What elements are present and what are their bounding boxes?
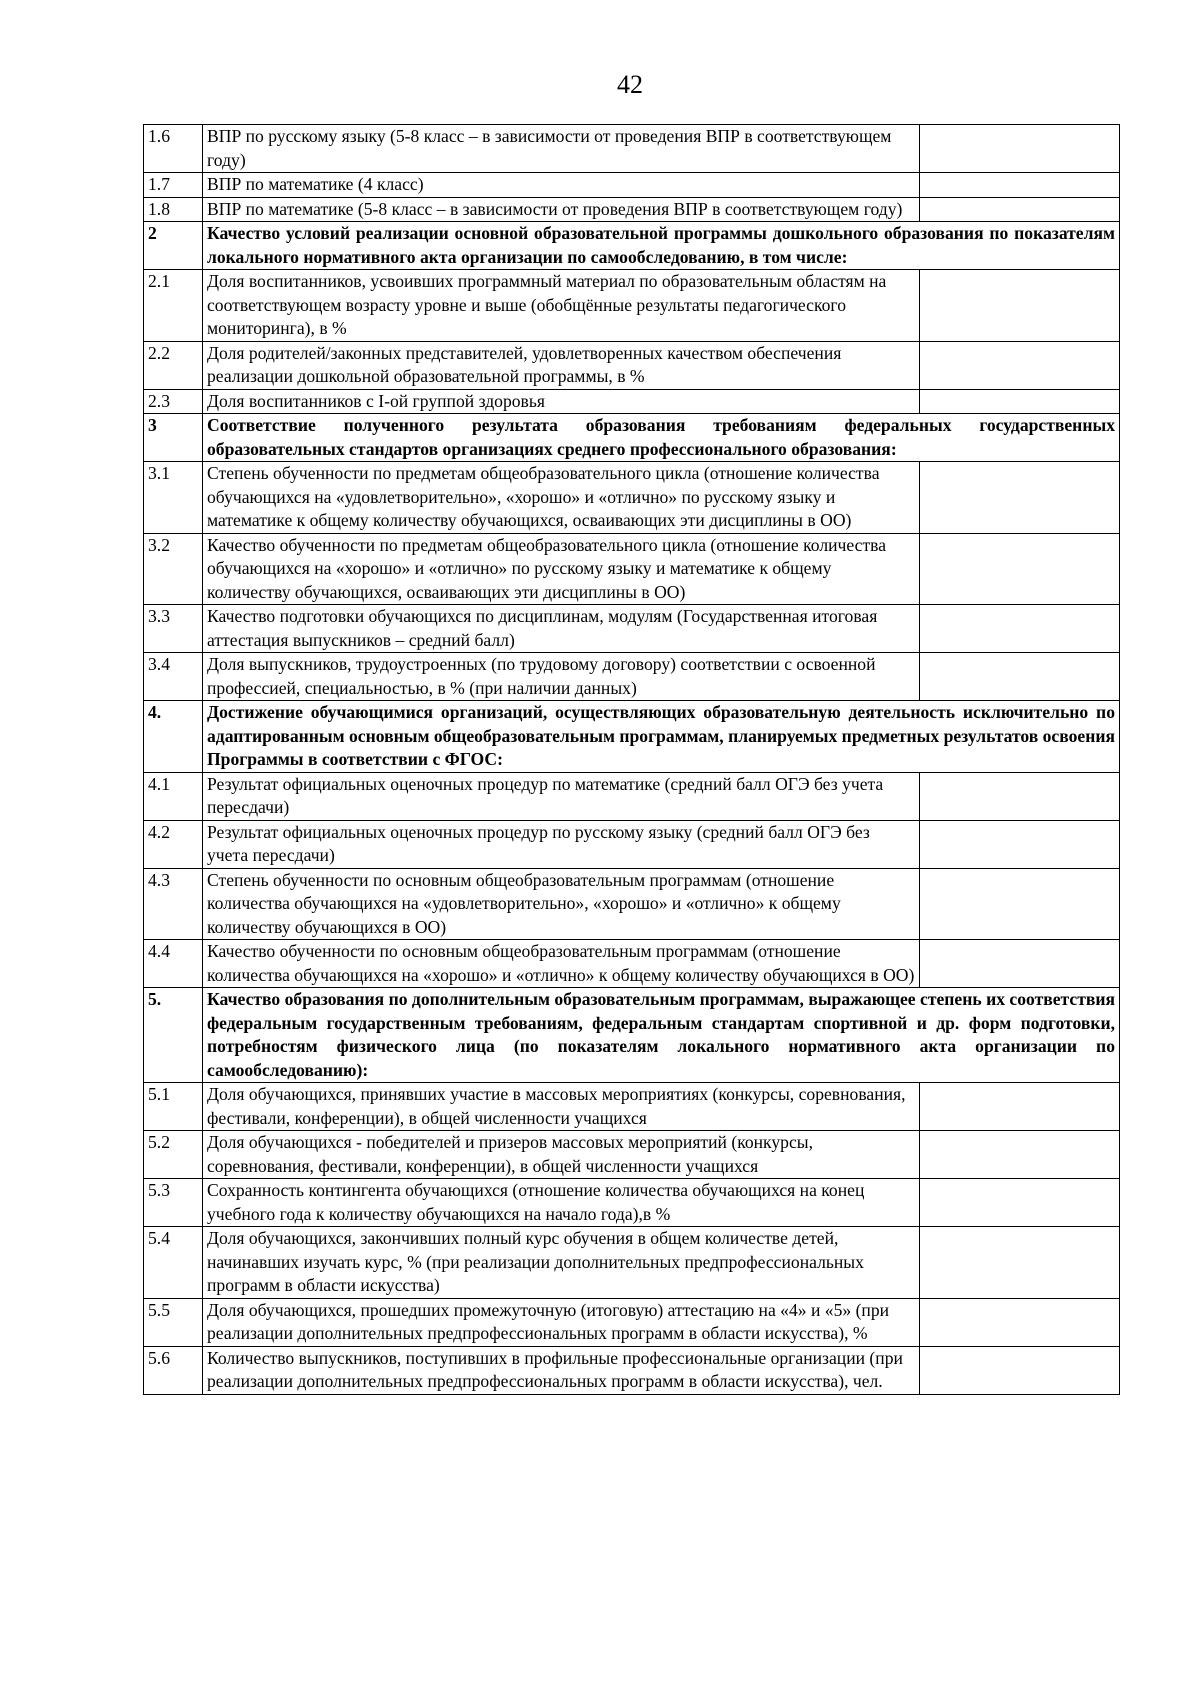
- indicator-text: Степень обученности по предметам общеобразовательного цикла (отношение количества обучающихся на «удовлетворительно», «хорошо» и «отлично» по русскому языку и математике к общему количеству обучающихся, осваивающих эти дисциплины в ОО): [203, 462, 920, 534]
- row-number: 4.3: [144, 868, 203, 940]
- row-number: 2.1: [144, 270, 203, 342]
- criteria-table: [143, 124, 1120, 1395]
- indicator-text: Качество обученности по предметам общеобразовательного цикла (отношение количества обучающихся на «хорошо» и «отлично» по русскому языку и математике к общему количеству обучающихся, осваивающих эти дисциплины в ОО): [203, 533, 920, 605]
- indicator-text: Сохранность контингента обучающихся (отношение количества обучающихся на конец учебного года к количеству обучающихся на начало года),в %: [203, 1179, 920, 1227]
- indicator-text: Доля воспитанников, усвоивших программный материал по образовательным областям на соответствующем возрасту уровне и выше (обобщённые результаты педагогического мониторинга), в %: [203, 270, 920, 342]
- row-number: 5.2: [144, 1131, 203, 1179]
- row-number: 3.1: [144, 462, 203, 534]
- value-cell: [920, 462, 1120, 534]
- row-number: 5.6: [144, 1346, 203, 1394]
- indicator-text: Результат официальных оценочных процедур по математике (средний балл ОГЭ без учета пересдачи): [203, 772, 920, 820]
- value-cell: [920, 125, 1120, 173]
- row-number: 1.6: [144, 125, 203, 173]
- section-heading: Качество образования по дополнительным образовательным программам, выражающее степень их соответствия федеральным государственным требованиям, федеральным стандартам спортивной и др. форм подготовки, потребностям физического лица (по показателям локального нормативного акта организации по самообследованию):: [203, 988, 1120, 1083]
- table-row: [144, 270, 1120, 342]
- indicator-text: Доля воспитанников с I-ой группой здоровья: [203, 389, 920, 414]
- indicator-text: Качество обученности по основным общеобразовательным программам (отношение количества обучающихся на «хорошо» и «отлично» к общему количеству обучающихся в ОО): [203, 940, 920, 988]
- row-number: 4.2: [144, 820, 203, 868]
- page-number: 42: [617, 70, 643, 99]
- section-row: [144, 222, 1120, 270]
- table-row: [144, 1298, 1120, 1346]
- row-number: 2: [144, 222, 203, 270]
- value-cell: [920, 820, 1120, 868]
- section-row: [144, 414, 1120, 462]
- row-number: 3.2: [144, 533, 203, 605]
- table-row: [144, 173, 1120, 198]
- table-row: [144, 1131, 1120, 1179]
- indicator-text: Доля выпускников, трудоустроенных (по трудовому договору) соответствии с освоенной профессией, специальностью, в % (при наличии данных): [203, 653, 920, 701]
- row-number: 4.: [144, 701, 203, 773]
- row-number: 1.7: [144, 173, 203, 198]
- value-cell: [920, 1227, 1120, 1299]
- table-row: [144, 197, 1120, 222]
- section-row: [144, 701, 1120, 773]
- indicator-text: Доля обучающихся, принявших участие в массовых мероприятиях (конкурсы, соревнования, фестивали, конференции), в общей численности учащихся: [203, 1083, 920, 1131]
- value-cell: [920, 940, 1120, 988]
- indicator-text: ВПР по математике (5-8 класс – в зависимости от проведения ВПР в соответствующем году): [203, 197, 920, 222]
- value-cell: [920, 341, 1120, 389]
- indicator-text: Доля обучающихся, закончивших полный курс обучения в общем количестве детей, начинавших изучать курс, % (при реализации дополнительных предпрофессиональных программ в области искусства): [203, 1227, 920, 1299]
- row-number: 5.5: [144, 1298, 203, 1346]
- indicator-text: Количество выпускников, поступивших в профильные профессиональные организации (при реализации дополнительных предпрофессиональных программ в области искусства), чел.: [203, 1346, 920, 1394]
- value-cell: [920, 533, 1120, 605]
- value-cell: [920, 1298, 1120, 1346]
- indicator-text: Качество подготовки обучающихся по дисциплинам, модулям (Государственная итоговая аттестация выпускников – средний балл): [203, 605, 920, 653]
- section-heading: Достижение обучающимися организаций, осуществляющих образовательную деятельность исключительно по адаптированным основным общеобразовательным программам, планируемых предметных результатов освоения Программы в соответствии с ФГОС:: [203, 701, 1120, 773]
- value-cell: [920, 270, 1120, 342]
- section-heading: Соответствие полученного результата образования требованиям федеральных государственных образовательных стандартов организациях среднего профессионального образования:: [203, 414, 1120, 462]
- indicator-text: Доля обучающихся - победителей и призеров массовых мероприятий (конкурсы, соревнования, фестивали, конференции), в общей численности учащихся: [203, 1131, 920, 1179]
- table-row: [144, 940, 1120, 988]
- section-heading: Качество условий реализации основной образовательной программы дошкольного образования по показателям локального нормативного акта организации по самообследованию, в том числе:: [203, 222, 1120, 270]
- indicator-text: Доля обучающихся, прошедших промежуточную (итоговую) аттестацию на «4» и «5» (при реализации дополнительных предпрофессиональных программ в области искусства), %: [203, 1298, 920, 1346]
- indicator-text: Доля родителей/законных представителей, удовлетворенных качеством обеспечения реализации дошкольной образовательной программы, в %: [203, 341, 920, 389]
- criteria-table-body: [144, 125, 1120, 1395]
- row-number: 3: [144, 414, 203, 462]
- value-cell: [920, 173, 1120, 198]
- value-cell: [920, 605, 1120, 653]
- section-row: [144, 988, 1120, 1083]
- indicator-text: Результат официальных оценочных процедур по русскому языку (средний балл ОГЭ без учета пересдачи): [203, 820, 920, 868]
- table-row: [144, 1083, 1120, 1131]
- table-row: [144, 1227, 1120, 1299]
- table-row: [144, 341, 1120, 389]
- table-row: [144, 868, 1120, 940]
- table-row: [144, 820, 1120, 868]
- table-row: [144, 389, 1120, 414]
- indicator-text: ВПР по русскому языку (5-8 класс – в зависимости от проведения ВПР в соответствующем году): [203, 125, 920, 173]
- row-number: 5.1: [144, 1083, 203, 1131]
- row-number: 4.1: [144, 772, 203, 820]
- value-cell: [920, 653, 1120, 701]
- table-row: [144, 1179, 1120, 1227]
- row-number: 1.8: [144, 197, 203, 222]
- row-number: 3.3: [144, 605, 203, 653]
- table-row: [144, 462, 1120, 534]
- row-number: 4.4: [144, 940, 203, 988]
- table-row: [144, 125, 1120, 173]
- value-cell: [920, 1083, 1120, 1131]
- value-cell: [920, 1346, 1120, 1394]
- row-number: 2.2: [144, 341, 203, 389]
- row-number: 5.: [144, 988, 203, 1083]
- table-row: [144, 1346, 1120, 1394]
- value-cell: [920, 772, 1120, 820]
- row-number: 5.3: [144, 1179, 203, 1227]
- value-cell: [920, 868, 1120, 940]
- value-cell: [920, 197, 1120, 222]
- row-number: 5.4: [144, 1227, 203, 1299]
- table-row: [144, 533, 1120, 605]
- row-number: 2.3: [144, 389, 203, 414]
- row-number: 3.4: [144, 653, 203, 701]
- value-cell: [920, 1131, 1120, 1179]
- table-row: [144, 772, 1120, 820]
- value-cell: [920, 1179, 1120, 1227]
- indicator-text: Степень обученности по основным общеобразовательным программам (отношение количества обучающихся на «удовлетворительно», «хорошо» и «отлично» к общему количеству обучающихся в ОО): [203, 868, 920, 940]
- table-row: [144, 653, 1120, 701]
- indicator-text: ВПР по математике (4 класс): [203, 173, 920, 198]
- value-cell: [920, 389, 1120, 414]
- table-row: [144, 605, 1120, 653]
